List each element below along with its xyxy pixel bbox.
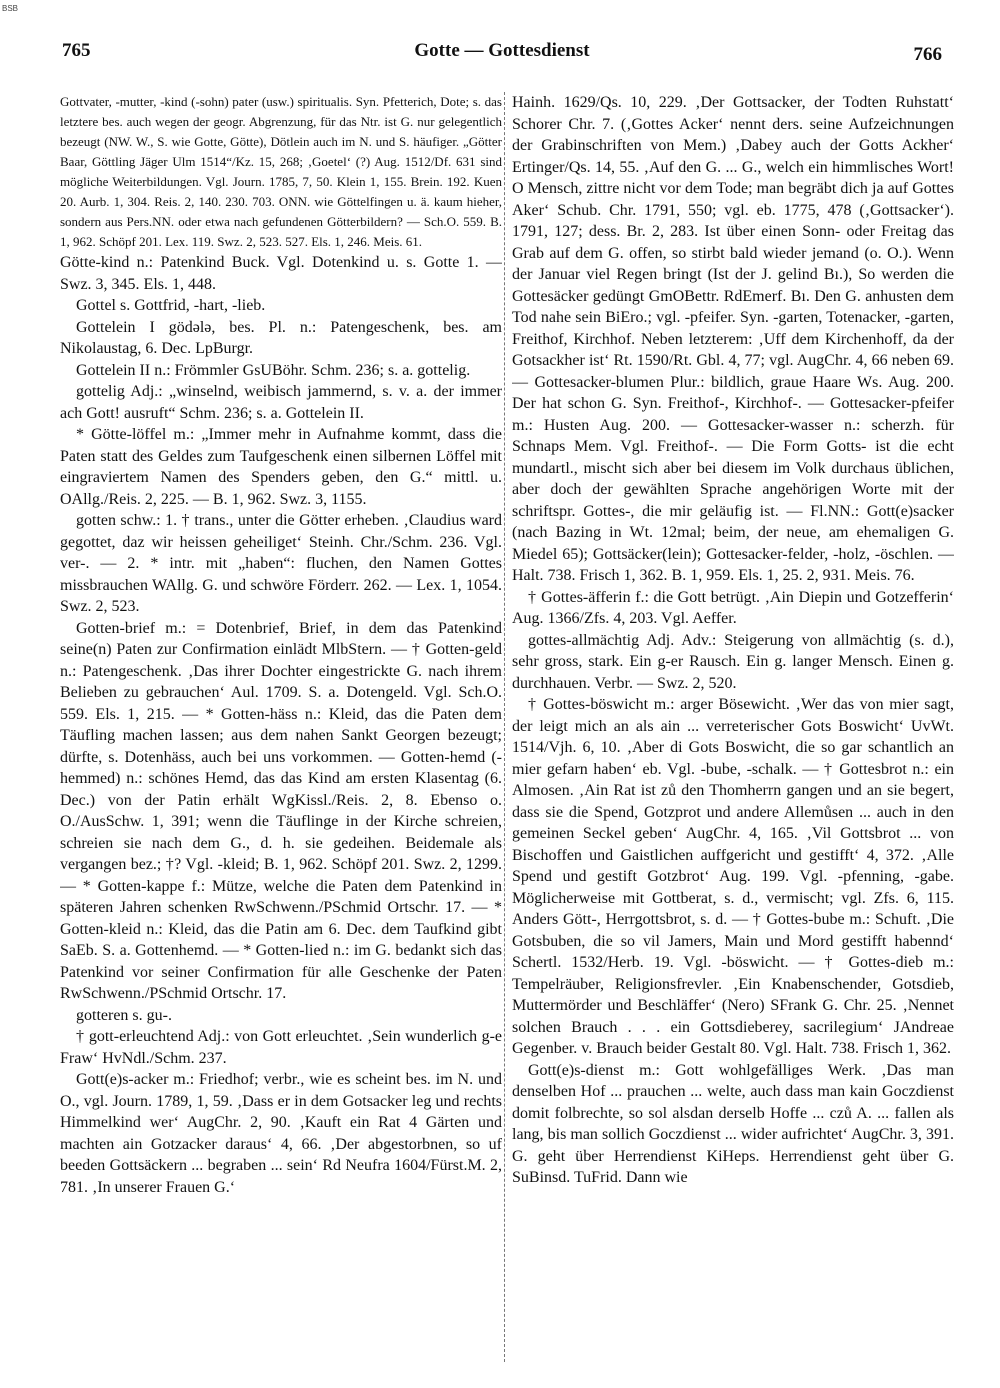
column-divider xyxy=(504,92,505,1362)
left-column xyxy=(60,92,502,1372)
page-header xyxy=(62,40,942,74)
dictionary-entry: Götte-kind n.: Patenkind Buck. Vgl. Dotenkind u. s. Gotte 1. — Swz. 3, 345. Els. 1, 448. xyxy=(60,254,502,293)
dictionary-entry: † Gottes-böswicht m.: arger Bösewicht. ‚Wer das von mier sagt, der leigt mich an als ain ... verreterischer Gots Boswicht‘ UvWt. 1514/Vjh. 6, 10. ‚Aber di Gots Boswicht, die so gar schantlich an mier gefarn haben‘ eb. Vgl. -bube, -schalk. — † Gottesbrot n.: ein Almosen. ‚Ain Rat ist zů den Thomherrn gangen und an sie begert, dass sie die Spend, Gotzprot und andere Allemůsen ... auch in den gemeinen Seckel geben‘ AugChr. 4, 165. ‚Vil Gottsbrot ... von Bischoffen und Gaistlichen auffgericht und gestifft‘ 4, 372. ‚Alle Spend und gestift Gotzbrot‘ Aug. 199. Vgl. -pfenning, -gabe. Möglicherweise mit Gottberat, s. d., vermischt; vgl. Zfs. 6, 115. Anders Gött-, Herrgottsbrot, s. d. — † Gottes-bube m.: Schuft. ‚Die Gotsbuben, die so vil Jamers, Main und Mord gestifft habennd‘ Schertl. 1532/Herb. 19. Vgl. -böswicht. — † Gottes-dieb m.: Tempelräuber, Religionsfrevler. ‚Ein Knabenschender, Gotsdieb, Muttermörder und Beschläffer‘ (Nero) SFrank G. Chr. 25. ‚Nennet solchen Brauch . . . ein Gottsdieberey, sacrilegium‘ JAndreae Gegenber. v. Brauch beider Gestalt 80. Vgl. Halt. 738. Frisch 1, 362. xyxy=(512,696,954,1057)
library-stamp: BSB xyxy=(2,4,19,13)
dictionary-entry: † gott-erleuchtend Adj.: von Gott erleuchtet. ‚Sein wunderlich g-e Fraw‘ HvNdl./Schm. 237. xyxy=(60,1028,502,1067)
dictionary-entry: Gott(e)s-dienst m.: Gott wohlgefälliges Werk. ‚Das man denselben Hof ... prauchen ... welte, auch dass man kain Goczdienst domit folbrechte, so sol alsdan derselb Hoffe ... czů A. ... fallen als lang, bis man sollich Goczdienst ... wider aufrichtet‘ AugChr. 3, 391. G. geht über Herrendienst KiHeps. Herrendienst geht über G. SuBinsd. TuFrid. Dann wie xyxy=(512,1061,954,1186)
dictionary-entry: gotteren s. gu-. xyxy=(76,1006,172,1024)
dictionary-entry: Gottvater, -mutter, -kind (-sohn) pater (usw.) spiritualis. Syn. Pfetterich, Dote; s. das letztere bes. auch wegen der geogr. Abgrenzung, für das Ntr. ist G. nur gelegentlich bezeugt (NW. W., S. wie Gotte, Götte), Dötlein auch im N. und S. häufiger. „Götter Baar, Göttling Jäger Ulm 1514“/Kz. 15, 268; ‚Goetel‘ (?) Aug. 1512/Df. 631 sind mögliche Weiterbildungen. Vgl. Journ. 1785, 7, 50. Klein 1, 155. Brein. 192. Kuen 20. Aurb. 1, 304. Reis. 2, 140. 230. 703. ONN. wie Göttelfingen u. ä. kaum hieher, sondern aus Pers.NN. oder etwa nach gefundenen Götterbildern? — Sch.O. 559. B. 1, 962. Schöpf 201. Lex. 119. Swz. 2, 523. 527. Els. 1, 246. Meis. 61. xyxy=(60,94,502,249)
dictionary-entry: Gottel s. Gottfrid, -hart, -lieb. xyxy=(76,297,266,314)
page-number-left: 765 xyxy=(62,40,91,61)
dictionary-entry: gotten schw.: 1. † trans., unter die Götter erheben. ‚Claudius ward gegottet, daz wir heissen geheiliget‘ Steinh. Chr./Schm. 236. Vgl. ver-. — 2. * intr. mit „haben“: fluchen, den Namen Gottes missbrauchen WAllg. G. und schwöre Förderr. 262. — Lex. 1, 1054. Swz. 2, 523. xyxy=(60,512,502,615)
dictionary-entry: Gottelein I gödələ, bes. Pl. n.: Patengeschenk, bes. am Nikolaustag, 6. Dec. LpBurgr. xyxy=(60,318,502,357)
dictionary-entry: * Götte-löffel m.: „Immer mehr in Aufnahme kommt, dass die Paten statt des Geldes zum Taufgeschenk einen silbernen Löffel mit eingraviertem Namen des Spenders geben, den G.“ mittl. u. OAllg./Reis. 2, 225. — B. 1, 962. Swz. 3, 1155. xyxy=(60,426,502,508)
dictionary-entry: † Gottes-äfferin f.: die Gott betrügt. ‚Ain Diepin und Gotzefferin‘ Aug. 1366/Zfs. 4, 203. Vgl. Aeffer. xyxy=(512,588,954,627)
dictionary-entry: Hainh. 1629/Qs. 10, 229. ‚Der Gottsacker, der Todten Ruhstatt‘ Schorer Chr. 7. (‚Gottes Acker‘ nennt ders. seine Aufzeichnungen der Grabinschriften von Mem.) ‚Dabey auch der Gotts Ackher‘ Ertinger/Qs. 14, 55. ‚Auf den G. ... G., welch ein himmlisches Wort! O Mensch, zittre nicht vor dem Tode; man begräbt dich ja auf Gottes Aker‘ Schub. Chr. 1791, 550; vgl. eb. 1775, 478 (‚Gottsacker‘). 1791, 127; dess. Br. 2, 283. Ist über einen Sonn- oder Freitag das Grab auf dem G. offen, so stirbt bald wieder jemand (o. O.). Wenn der Januar viel Regen bringt (Ist der J. gelind Bı.), So werden die Gottesäcker gedüngt GmOBettr. RdEmerf. Bı. Den G. anhusten dem Tod nahe sein BiEro.; vgl. -pfeifer. Syn. -garten, Totenacker, -garten, Freithof, Kirchhof. Neben letzterem: ‚Uff dem Kirchenhoff, da der Gotsackher ist‘ Rt. 1590/Rt. Gbl. 4, 77; vgl. AugChr. 4, 66 neben 69. — Gottesacker-blumen Plur.: bildlich, graue Haare Ws. Aug. 200. Der hat schon G. Syn. Freithof-, Kirchhof-. — Gottesacker-pfeifer m.: Husten Aug. 200. — Gottesacker-wasser n.: scherzh. für Schnaps Mem. Vgl. Freithof-. — Die Form Gotts- ist die echt mundartl., mischt sich aber bei diesem im Volk durchaus üblichen, aber doch der gewählten Sprache angehörigen Worte mit der schriftspr. Gottes-, die mir geläufig ist. — Fl.NN.: Gott(e)sacker (nach Bazing in Wt. 12mal; beim, der neue, am ehemaligen G. Miedel 65); Gottsäcker(lein); Gottesacker-felder, -holz, -öschlen. — Halt. 738. Frisch 1, 362. B. 1, 959. Els. 1, 25. 2, 931. Meis. 76. xyxy=(512,94,954,584)
dictionary-entry: Gottelein II n.: Frömmler GsUBöhr. Schm. 236; s. a. gottelig. xyxy=(76,361,471,379)
page-number-right: 766 xyxy=(913,44,942,65)
dictionary-entry: gottelig Adj.: „winselnd, weibisch jammernd, s. v. a. der immer ach Gott! ausruft“ Schm. 236; s. a. Gottelein II. xyxy=(60,383,502,422)
right-column xyxy=(512,92,954,1372)
running-title: Gotte — Gottesdienst xyxy=(414,40,590,61)
dictionary-entry: gottes-allmächtig Adj. Adv.: Steigerung von allmächtig (s. d.), sehr gross, stark. Ein g-er Rausch. Ein g. langer Mensch. Einen g. durchhauen. Verbr. — Swz. 2, 520. xyxy=(512,631,954,692)
dictionary-entry: Gotten-brief m.: = Dotenbrief, Brief, in dem das Patenkind seine(n) Paten zur Confirmation einlädt MlbStern. — † Gotten-geld n.: Patengeschenk. ‚Das ihrer Dochter eingestrickte G. nach ihrem Belieben zu gebrauchen‘ Aul. 1709. S. a. Dotengeld. Vgl. Sch.O. 559. Els. 1, 215. — * Gotten-häss n.: Kleid, das die Paten dem Täufling machen lassen; aus dem nahen Sankt Georgen bezeugt; dürfte, s. Dotenhäss, auch bei uns vorkommen. — Gotten-hemd (-hemmed) n.: schönes Hemd, das das Kind am ersten Klasentag (6. Dec.) von der Patin erhält WgKissl./Reis. 2, 8. Ebenso o. O./AusSchw. 1, 391; wenn die Täuflinge in der Kirche schreien, schreien sie nach dem G., d. h. sie gedeihen. Beidemale als vergangen bez.; †? Vgl. -kleid; B. 1, 962. Schöpf 201. Swz. 2, 1299. — * Gotten-kappe f.: Mütze, welche die Paten dem Patenkind in späteren Jahren schenken RwSchwenn./PSchmid Ortschr. 17. — * Gotten-kleid n.: Kleid, das die Patin am 6. Dec. dem Taufkind gibt SaEb. S. a. Gottenhemd. — * Gotten-lied n.: im G. bedankt sich das Patenkind vor seiner Confirmation für alle Geschenke der Paten RwSchwenn./PSchmid Ortschr. 17. xyxy=(60,619,502,1002)
dictionary-entry: Gott(e)s-acker m.: Friedhof; verbr., wie es scheint bes. im N. und O., vgl. Journ. 1789, 1, 59. ‚Dass er in dem Gotsacker leg und rechts Himmelkind wer‘ AugChr. 2, 90. ‚Kauft ein Rat 4 Gärten und machten ain Gotzacker daraus‘ 4, 66. ‚Der abgestorbnen, so uf beeden Gottsäckern ... begraben ... sein‘ Rd Neufra 1604/Fürst.M. 2, 781. ‚In unserer Frauen G.‘ xyxy=(60,1071,502,1196)
